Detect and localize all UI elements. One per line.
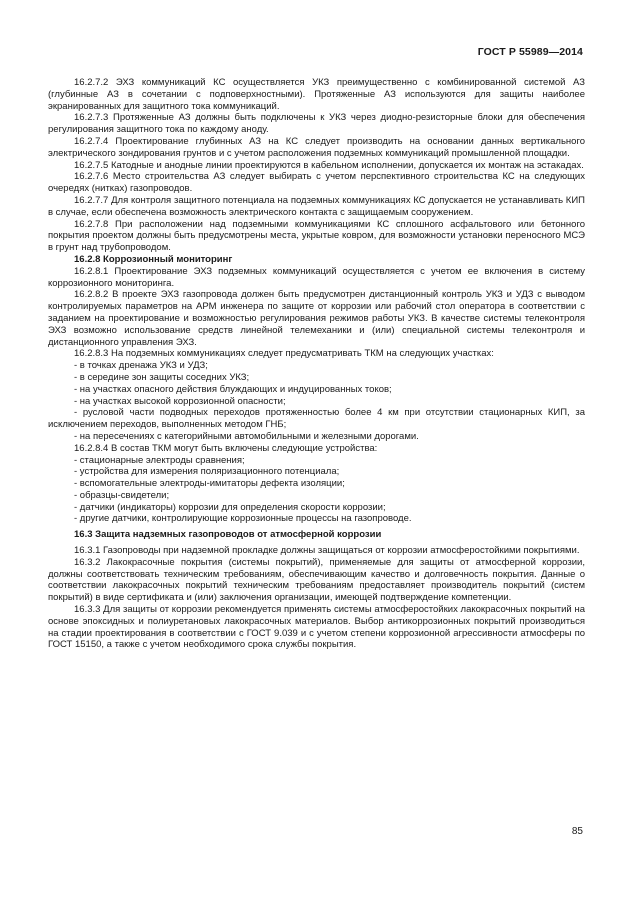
paragraph-16-2-8-2: 16.2.8.2 В проекте ЭХЗ газопровода должен быть предусмотрен дистанционный контроль УКЗ и УДЗ с выводом контролируемых параметров на АРМ инженера по защите от коррозии или рабочий стол оператора в соответствии с заданием на проектирование и возможностью регулирования режимов работы УКЗ. В качестве системы телеконтроля ЭХЗ возможно использование средств линейной телемеханики и (или) специальной системы телеконтроля и дистанционного управления ЭХЗ. <box>48 289 585 348</box>
list-item: - устройства для измерения поляризационного потенциала; <box>74 466 340 478</box>
list-item: - на участках опасного действия блуждающих и индуцированных токов; <box>74 383 392 395</box>
section-heading-16-3: 16.3 Защита надземных газопроводов от атмосферной коррозии <box>74 529 382 541</box>
list-item: - датчики (индикаторы) коррозии для определения скорости коррозии; <box>74 501 386 513</box>
list-item: - русловой части подводных переходов протяженностью более 4 км при отсутствии стационарных КИП, за исключением переходов, выполненных методом ГНБ; <box>48 407 585 431</box>
paragraph-16-2-7-8: 16.2.7.8 При расположении над подземными коммуникациями КС сплошного асфальтового или бетонного покрытия проектом должны быть предусмотрены места, укрытые ковром, для возможности установки переносного МСЭ в грунт над трубопроводом. <box>48 218 585 254</box>
list-item: - вспомогательные электроды-имитаторы дефекта изоляции; <box>74 478 345 490</box>
paragraph-16-2-8-4: 16.2.8.4 В состав ТКМ могут быть включены следующие устройства: <box>74 442 378 454</box>
paragraph-16-2-8-3: 16.2.8.3 На подземных коммуникациях следует предусматривать ТКМ на следующих участках: <box>74 348 494 360</box>
list-item: - в точках дренажа УКЗ и УДЗ; <box>74 360 208 372</box>
paragraph-16-2-7-4: 16.2.7.4 Проектирование глубинных АЗ на КС следует производить на основании данных вертикального электрического зондирования грунтов и с учетом расположения подземных коммуникаций промышленной площадки. <box>48 135 585 159</box>
document-body <box>48 77 585 651</box>
paragraph-16-3-3: 16.3.3 Для защиты от коррозии рекомендуется применять системы атмосферостойких лакокрасочных покрытий на основе эпоксидных и полиуретановых лакокрасочных материалов. Выбор антикоррозионных покрытий производиться на стадии проектирования в соответствии с ГОСТ 9.039 и с учетом степени коррозионной агрессивности атмосферы по ГОСТ 15150, а также с учетом необходимого срока службы покрытия. <box>48 604 585 651</box>
list-item: - на пересечениях с категорийными автомобильными и железными дорогами. <box>74 430 419 442</box>
paragraph-16-2-7-6: 16.2.7.6 Место строительства АЗ следует выбирать с учетом перспективного строительства КС на следующих очередях (нитках) газопроводов. <box>48 171 585 195</box>
list-item: - стационарные электроды сравнения; <box>74 454 245 466</box>
list-item: - образцы-свидетели; <box>74 489 170 501</box>
paragraph-16-2-8-1: 16.2.8.1 Проектирование ЭХЗ подземных коммуникаций осуществляется с учетом ее включения в систему коррозионного мониторинга. <box>48 265 585 289</box>
paragraph-16-3-2: 16.3.2 Лакокрасочные покрытия (системы покрытий), применяемые для защиты от атмосферной коррозии, должны соответствовать техническим требованиям, обеспечивающим качество и долговечность покрытия. Данные о соответствии лакокрасочных покрытий техническим требованиям предоставляет производитель покрытий (систем покрытий) в виде сертификата и (или) заключения организации, имеющей подтверждение компетенции. <box>48 556 585 604</box>
paragraph-16-2-7-3: 16.2.7.3 Протяженные АЗ должны быть подключены к УКЗ через диодно-резисторные блоки для обеспечения регулирования защитного тока по каждому аноду. <box>48 112 585 136</box>
list-item: - в середине зон защиты соседних УКЗ; <box>74 371 250 383</box>
tkm-locations-list <box>48 360 585 443</box>
document-header: ГОСТ Р 55989—2014 <box>477 46 583 58</box>
tkm-devices-list <box>48 455 585 526</box>
paragraph-16-3-1: 16.3.1 Газопроводы при надземной прокладке должны защищаться от коррозии атмосферостойкими покрытиями. <box>74 545 580 557</box>
page-number: 85 <box>571 826 583 837</box>
list-item: - другие датчики, контролирующие коррозионные процессы на газопроводе. <box>74 513 412 525</box>
paragraph-16-2-7-5: 16.2.7.5 Катодные и анодные линии проектируются в кабельном исполнении, допускается их монтаж на эстакадах. <box>74 159 584 171</box>
section-heading-16-2-8: 16.2.8 Коррозионный мониторинг <box>74 253 233 265</box>
list-item: - на участках высокой коррозионной опасности; <box>74 395 286 407</box>
paragraph-16-2-7-7: 16.2.7.7 Для контроля защитного потенциала на подземных коммуникациях КС допускается не устанавливать КИП в случае, если обеспечена возможность электрического контакта с защищаемым сооружением. <box>48 194 585 218</box>
paragraph-16-2-7-2: 16.2.7.2 ЭХЗ коммуникаций КС осуществляется УКЗ преимущественно с комбинированной системой АЗ (глубинные АЗ в сочетании с подповерхностными). Протяженные АЗ используются для защиты наиболее экранированных для защитного тока коммуникаций. <box>48 77 585 112</box>
